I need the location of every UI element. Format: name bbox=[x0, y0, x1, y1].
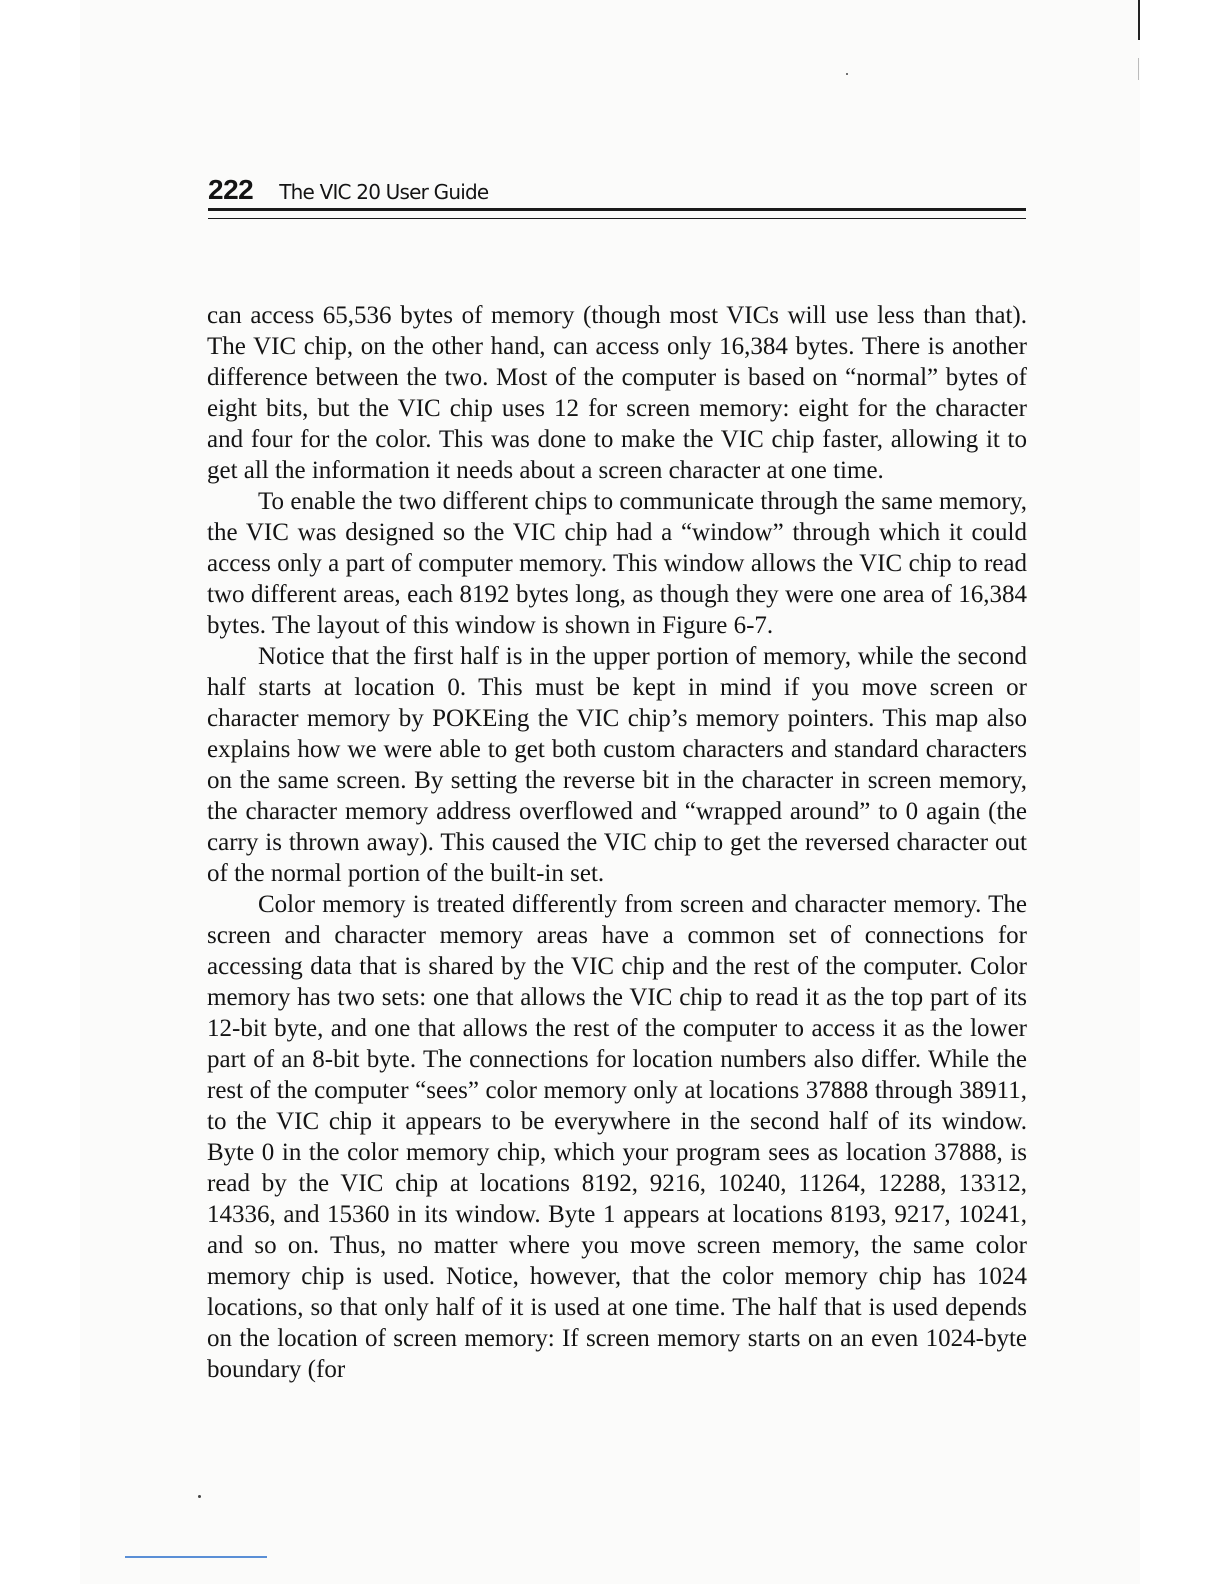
body-text bbox=[207, 300, 1027, 1385]
running-header bbox=[208, 174, 1026, 208]
scan-margin-mark bbox=[1138, 58, 1139, 80]
scan-speck bbox=[846, 73, 848, 75]
running-title: The VIC 20 User Guide bbox=[279, 180, 489, 204]
header-rule-thin bbox=[208, 218, 1026, 219]
scan-speck bbox=[198, 1495, 201, 1498]
paragraph: can access 65,536 bytes of memory (though most VICs will use less than that). The VIC chip, on the other hand, can access only 16,384 bytes. There is another difference between the two. Most of the computer is based on “normal” bytes of eight bits, but the VIC chip uses 12 for screen memory: eight for the character and four for the color. This was done to make the VIC chip faster, allowing it to get all the information it needs about a screen character at one time. bbox=[207, 302, 1027, 484]
paragraph: Color memory is treated differently from screen and character memory. The screen and character memory areas have a common set of connections for accessing data that is shared by the VIC chip and the rest of the computer. Color memory has two sets: one that allows the VIC chip to read it as the top part of its 12-bit byte, and one that allows the rest of the computer to access it as the lower part of an 8-bit byte. The connections for location numbers also differ. While the rest of the computer “sees” color memory only at locations 37888 through 38911, to the VIC chip it appears to be everywhere in the second half of its window. Byte 0 in the color memory chip, which your program sees as location 37888, is read by the VIC chip at locations 8192, 9216, 10240, 11264, 12288, 13312, 14336, and 15360 in its window. Byte 1 appears at locations 8193, 9217, 10241, and so on. Thus, no matter where you move screen memory, the same color memory chip is used. Notice, however, that the color memory chip has 1024 locations, so that only half of it is used at one time. The half that is used depends on the location of screen memory: If screen memory starts on an even 1024-byte boundary (for bbox=[207, 891, 1027, 1383]
scan-edge-line bbox=[125, 1556, 267, 1558]
paragraph: To enable the two different chips to communicate through the same memory, the VIC was designed so the VIC chip had a “window” through which it could access only a part of computer memory. This window allows the VIC chip to read two different areas, each 8192 bytes long, as though they were one area of 16,384 bytes. The layout of this window is shown in Figure 6-7. bbox=[207, 488, 1027, 639]
page-number: 222 bbox=[208, 174, 254, 205]
scan-margin-mark bbox=[1138, 0, 1140, 40]
header-rule-thick bbox=[208, 208, 1026, 211]
paragraph: Notice that the first half is in the upper portion of memory, while the second half starts at location 0. This must be kept in mind if you move screen or character memory by POKEing the VIC chip’s memory pointers. This map also explains how we were able to get both custom characters and standard characters on the same screen. By setting the reverse bit in the character in screen memory, the character memory address overflowed and “wrapped around” to 0 again (the carry is thrown away). This caused the VIC chip to get the reversed character out of the normal portion of the built-in set. bbox=[207, 643, 1027, 887]
